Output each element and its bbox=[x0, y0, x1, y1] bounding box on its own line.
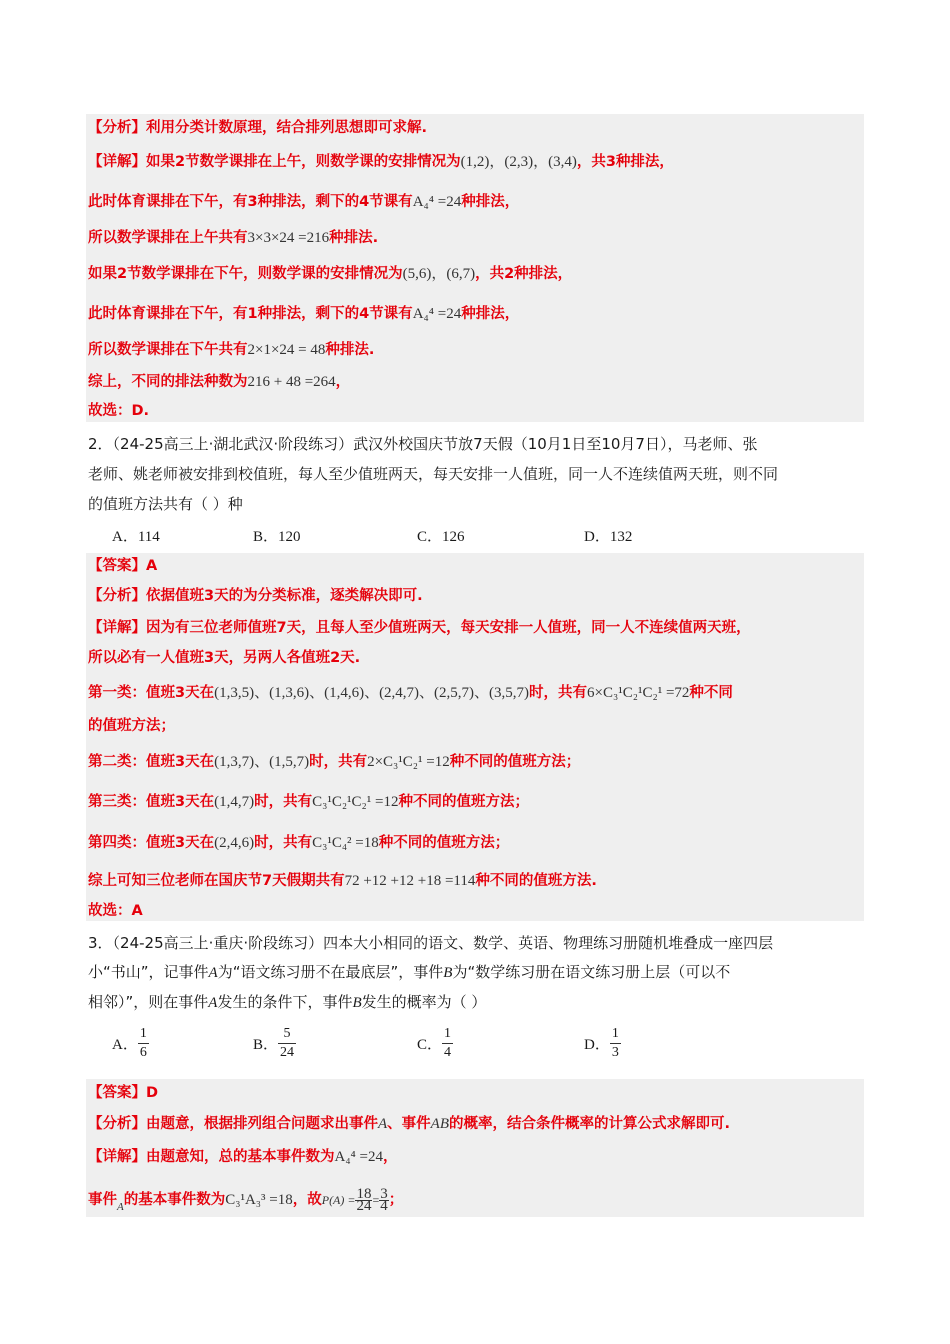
q2-option-b: B．120 bbox=[253, 529, 301, 545]
q1-detail-line4: 如果2节数学课排在下午，则数学课的安排情况为(5,6)，(6,7)，共2种排法， bbox=[88, 266, 573, 282]
q2-category1-line2: 的值班方法； bbox=[88, 718, 175, 734]
q2-detail-line1: 【详解】因为有三位老师值班7天，且每人至少值班两天，每天安排一人值班，同一人不连续值两天班， bbox=[88, 620, 751, 636]
q3-stem-line2: 小“书山”，记事件A为“语文练习册不在最底层”，事件B为“数学练习册在语文练习册上层（可以不 bbox=[88, 963, 731, 981]
q2-option-d: D．132 bbox=[584, 529, 633, 545]
q1-detail-line7: 综上，不同的排法种数为216 + 48 =264， bbox=[88, 374, 351, 390]
q2-stem-line3: 的值班方法共有（ ）种 bbox=[88, 495, 243, 513]
q2-analysis: 【分析】依据值班3天的为分类标准，逐类解决即可. bbox=[88, 588, 423, 604]
q2-category2: 第二类：值班3天在(1,3,7)、(1,5,7)时，共有2×C₃¹C₂¹ =12种不同的值班方法； bbox=[88, 754, 581, 770]
q2-detail-line2: 所以必有一人值班3天，另两人各值班2天. bbox=[88, 650, 361, 666]
q3-option-a: A． $\frac{1}{6}$ bbox=[112, 1026, 147, 1060]
q3-stem-line3: 相邻）”，则在事件A发生的条件下，事件B发生的概率为（ ） bbox=[88, 993, 487, 1011]
q3-answer: 【答案】D bbox=[88, 1085, 159, 1101]
q1-detail-line6: 所以数学课排在下午共有2×1×24 = 48种排法. bbox=[88, 342, 375, 358]
q3-detail-line1: 【详解】由题意知，总的基本事件数为A₄⁴ =24， bbox=[88, 1149, 398, 1165]
q2-answer: 【答案】A bbox=[88, 558, 158, 574]
q2-summary: 综上可知三位老师在国庆节7天假期共有72 +12 +12 +18 =114种不同的值班方法. bbox=[88, 873, 597, 889]
q1-detail-line1: 【详解】如果2节数学课排在上午，则数学课的安排情况为(1,2)，(2,3)，(3,4)，共3种排法， bbox=[88, 154, 674, 170]
q3-option-d: D． $\frac{1}{3}$ bbox=[584, 1026, 619, 1060]
q1-analysis: 【分析】利用分类计数原理，结合排列思想即可求解. bbox=[88, 120, 428, 136]
q1-detail-line3: 所以数学课排在上午共有3×3×24 =216种排法. bbox=[88, 230, 379, 246]
q3-option-b: B． $\frac{5}{24}$ bbox=[253, 1026, 295, 1060]
q3-option-c: C． $\frac{1}{4}$ bbox=[417, 1026, 452, 1060]
q2-category4: 第四类：值班3天在(2,4,6)时，共有C₃¹C₄² =18种不同的值班方法； bbox=[88, 835, 510, 851]
q1-detail-line5: 此时体育课排在下午，有1种排法，剩下的4节课有A₄⁴ =24种排法， bbox=[88, 306, 520, 322]
q3-stem-line1: 3．（24-25高三上·重庆·阶段练习）四本大小相同的语文、数学、英语、物理练习册随机堆叠成一座四层 bbox=[88, 934, 774, 952]
q2-solution-block bbox=[86, 553, 864, 921]
q1-detail-line2: 此时体育课排在下午，有3种排法，剩下的4节课有A₄⁴ =24种排法， bbox=[88, 194, 520, 210]
q2-choice: 故选：A bbox=[88, 903, 143, 919]
q2-option-a: A．114 bbox=[112, 529, 160, 545]
q3-analysis: 【分析】由题意，根据排列组合问题求出事件A、事件AB的概率，结合条件概率的计算公式求解即可. bbox=[88, 1116, 731, 1132]
q2-stem-line1: 2．（24-25高三上·湖北武汉·阶段练习）武汉外校国庆节放7天假（10月1日至10月7日），马老师、张 bbox=[88, 435, 758, 453]
q1-choice: 故选：D. bbox=[88, 403, 150, 419]
q2-category3: 第三类：值班3天在(1,4,7)时，共有C₃¹C₂¹C₂¹ =12种不同的值班方法； bbox=[88, 794, 529, 810]
q2-option-c: C．126 bbox=[417, 529, 465, 545]
q2-stem-line2: 老师、姚老师被安排到校值班，每人至少值班两天，每天安排一人值班，同一人不连续值两天班，则不同 bbox=[88, 465, 779, 483]
q3-detail-line2: 事件$_A$的基本事件数为C₃¹A₃³ =18，故P(A) = $\frac{18}{24}$ = $\frac{3}{4}$ ； bbox=[88, 1185, 404, 1214]
q2-category1: 第一类：值班3天在(1,3,5)、(1,3,6)、(1,4,6)、(2,4,7)、(2,5,7)、(3,5,7)时，共有6×C₃¹C₂¹C₂¹ =72种不同 bbox=[88, 685, 733, 701]
